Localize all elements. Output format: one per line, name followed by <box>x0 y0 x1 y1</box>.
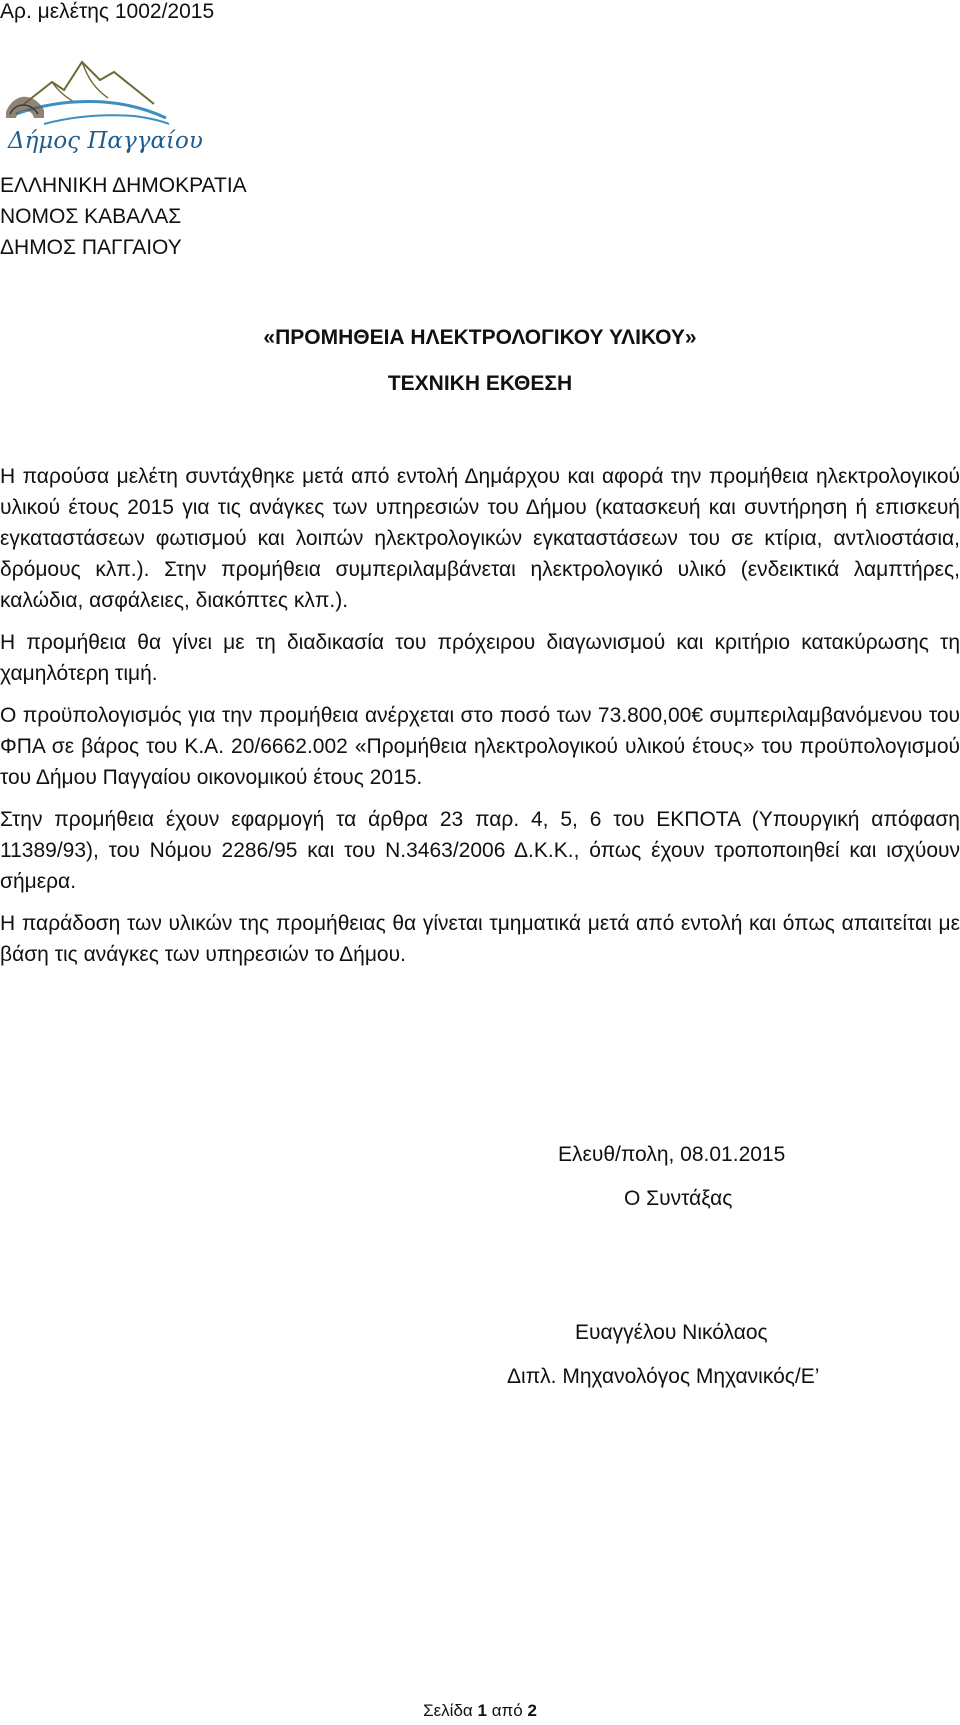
page-footer <box>0 1701 960 1721</box>
paragraph: Η παρούσα μελέτη συντάχθηκε μετά από εντολή Δημάρχου και αφορά την προμήθεια ηλεκτρολογικού υλικού έτους 2015 για τις ανάγκες των υπηρεσιών του Δήμου (κατασκευή και συντήρηση ή επισκευή εγκαταστάσεων φωτισμού και λοιπών ηλεκτρολογικών εγκαταστάσεων του σε κτίρια, αντλιοστάσια, δρόμους κλπ.). Στην προμήθεια συμπεριλαμβάνεται ηλεκτρολογικό υλικό (ενδεικτικά λαμπτήρες, καλώδια, ασφάλειες, διακόπτες κλπ.). <box>0 465 960 612</box>
place-date: Ελευθ/πολη, 08.01.2015 <box>558 1143 786 1166</box>
signatory-title: Διπλ. Μηχανολόγος Μηχανικός/Ε’ <box>507 1365 820 1388</box>
document-title: «ΠΡΟΜΗΘΕΙΑ ΗΛΕΚΤΡΟΛΟΓΙΚΟΥ ΥΛΙΚΟΥ» <box>263 326 697 349</box>
paragraph: Η παράδοση των υλικών της προμήθειας θα γίνεται τμηματικά μετά από εντολή και όπως απαιτείται με βάση τις ανάγκες των υπηρεσιών το Δήμου. <box>0 912 960 966</box>
paragraph: Η προμήθεια θα γίνει με τη διαδικασία του πρόχειρου διαγωνισμού και κριτήριο κατακύρωσης τη χαμηλότερη τιμή. <box>0 631 960 685</box>
paragraph: Στην προμήθεια έχουν εφαρμογή τα άρθρα 23 παρ. 4, 5, 6 του ΕΚΠΟΤΑ (Υπουργική απόφαση 11389/93), του Νόμου 2286/95 και του Ν.3463/2006 Δ.Κ.Κ., όπως έχουν τροποποιηθεί και ισχύουν σήμερα. <box>0 808 960 893</box>
signatory-name: Ευαγγέλου Νικόλαος <box>575 1321 768 1344</box>
logo-text: Δήμος Παγγαίου <box>8 128 203 154</box>
authority-line: ΔΗΜΟΣ ΠΑΓΓΑΙΟΥ <box>0 236 182 259</box>
page-total: 2 <box>527 1701 537 1720</box>
page-label: Σελίδα <box>423 1701 473 1720</box>
document-subtitle: ΤΕΧΝΙΚΗ ΕΚΘΕΣΗ <box>387 372 573 395</box>
paragraph: Ο προϋπολογισμός για την προμήθεια ανέρχεται στο ποσό των 73.800,00€ συμπεριλαμβανόμενου του ΦΠΑ σε βάρος του Κ.Α. 20/6662.002 «Προμήθεια ηλεκτρολογικού υλικού έτους» του προϋπολογισμού του Δήμου Παγγαίου οικονομικού έτους 2015. <box>0 704 960 789</box>
signatory-role: Ο Συντάξας <box>624 1187 733 1210</box>
of-label: από <box>491 1701 523 1720</box>
authority-line: ΝΟΜΟΣ ΚΑΒΑΛΑΣ <box>0 205 182 228</box>
study-number: Αρ. μελέτης 1002/2015 <box>0 0 215 23</box>
authority-line: ΕΛΛΗΝΙΚΗ ΔΗΜΟΚΡΑΤΙΑ <box>0 174 247 197</box>
page-current: 1 <box>477 1701 487 1720</box>
